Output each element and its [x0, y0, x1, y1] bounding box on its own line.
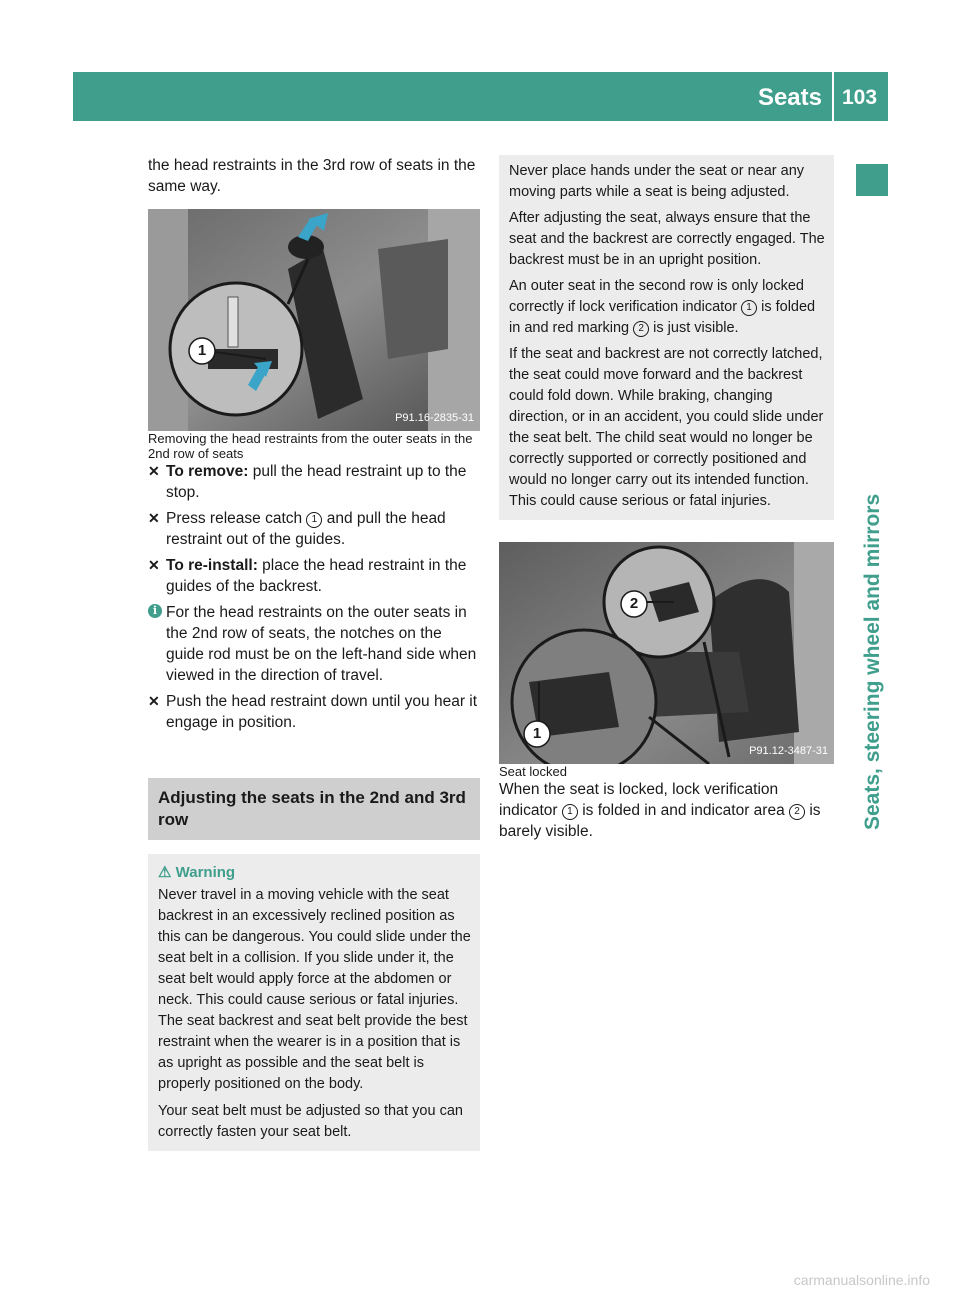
step-push-down: ✕ Push the head restraint down until you hear it engage in position.	[148, 693, 478, 731]
callout-ref-2: 2	[789, 804, 805, 820]
box-paragraph: An outer seat in the second row is only locked correctly if lock verification indicator 1 is folded in and red marking 2 is just visible.	[509, 278, 816, 336]
box-paragraph: Never place hands under the seat or near any moving parts while a seat is being adjusted.	[509, 163, 805, 200]
info-icon: i	[148, 604, 162, 618]
figure-code: P91.12-3487-31	[749, 745, 828, 757]
step-marker-icon: ✕	[148, 463, 160, 479]
page-number: 103	[842, 86, 878, 109]
section-heading: Adjusting the seats in the 2nd and 3rd row	[148, 778, 480, 840]
box-paragraph: If the seat and backrest are not correctly latched, the seat could move forward and the backrest could fold down. While braking, changing direction, or in an accident, you could slide under the seat belt. The child seat would no longer be correctly supported or correctly positioned and would no longer carry out its intended function. This could cause serious or fatal injuries.	[509, 346, 824, 509]
footer-watermark: carmanualsonline.info	[793, 1272, 930, 1288]
callout-ref-1: 1	[741, 300, 757, 316]
warning-icon: ⚠	[158, 864, 172, 881]
figure-caption: Seat locked	[499, 764, 567, 779]
seat-locked-description: When the seat is locked, lock verification indicator 1 is folded in and indicator area 2 is barely visible.	[499, 781, 821, 840]
warning-paragraph: Never travel in a moving vehicle with the seat backrest in an excessively reclined position as this can be dangerous. You could slide under the seat belt in a collision. If you slide under it, the seat belt would apply force at the abdomen or neck. This could cause serious or fatal injuries. The seat backrest and seat belt provide the best restraint when the wearer is in a position that is as upright as possible and the seat belt is properly positioned on the body.	[158, 887, 471, 1092]
page-title: Seats	[757, 84, 822, 111]
callout-ref-2: 2	[633, 321, 649, 337]
callout-1: 1	[197, 342, 207, 359]
left-column	[148, 155, 480, 1151]
step-release-catch: ✕ Press release catch 1 and pull the head restraint out of the guides.	[148, 510, 446, 548]
figure-caption: Removing the head restraints from the outer seats in the 2nd row of seats	[148, 431, 473, 461]
callout-1: 1	[532, 725, 542, 742]
callout-ref-1: 1	[306, 512, 322, 528]
intro-text: the head restraints in the 3rd row of seats in the same way.	[148, 157, 476, 195]
figure-code: P91.16-2835-31	[395, 412, 474, 424]
step-marker-icon: ✕	[148, 510, 160, 526]
step-reinstall: ✕ To re-install: place the head restraint in the guides of the backrest.	[148, 557, 467, 595]
seat-locked-illustration	[499, 542, 834, 764]
step-remove: ✕ To remove: pull the head restraint up to the stop.	[148, 463, 467, 501]
warning-paragraph: Your seat belt must be adjusted so that you can correctly fasten your seat belt.	[158, 1103, 463, 1140]
step-marker-icon: ✕	[148, 557, 160, 573]
warning-title: ⚠ Warning	[158, 864, 236, 881]
box-paragraph: After adjusting the seat, always ensure that the seat and the backrest are correctly engaged. The backrest must be in an upright position.	[509, 210, 825, 268]
chapter-tab-label: Seats, steering wheel and mirrors	[861, 493, 884, 830]
seat-locked-figure	[499, 542, 834, 764]
callout-ref-1: 1	[562, 804, 578, 820]
info-note: i For the head restraints on the outer seats in the 2nd row of seats, the notches on the guide rod must be on the left-hand side when viewed in the direction of travel.	[148, 602, 480, 686]
head-restraint-figure	[148, 209, 480, 431]
warning-continued-box	[499, 155, 834, 520]
chapter-tab-marker	[856, 164, 888, 196]
callout-2: 2	[629, 595, 639, 612]
head-restraint-illustration	[148, 209, 480, 431]
warning-box	[148, 854, 480, 1151]
right-column	[499, 155, 834, 842]
step-marker-icon: ✕	[148, 693, 160, 709]
header-divider	[832, 72, 834, 121]
